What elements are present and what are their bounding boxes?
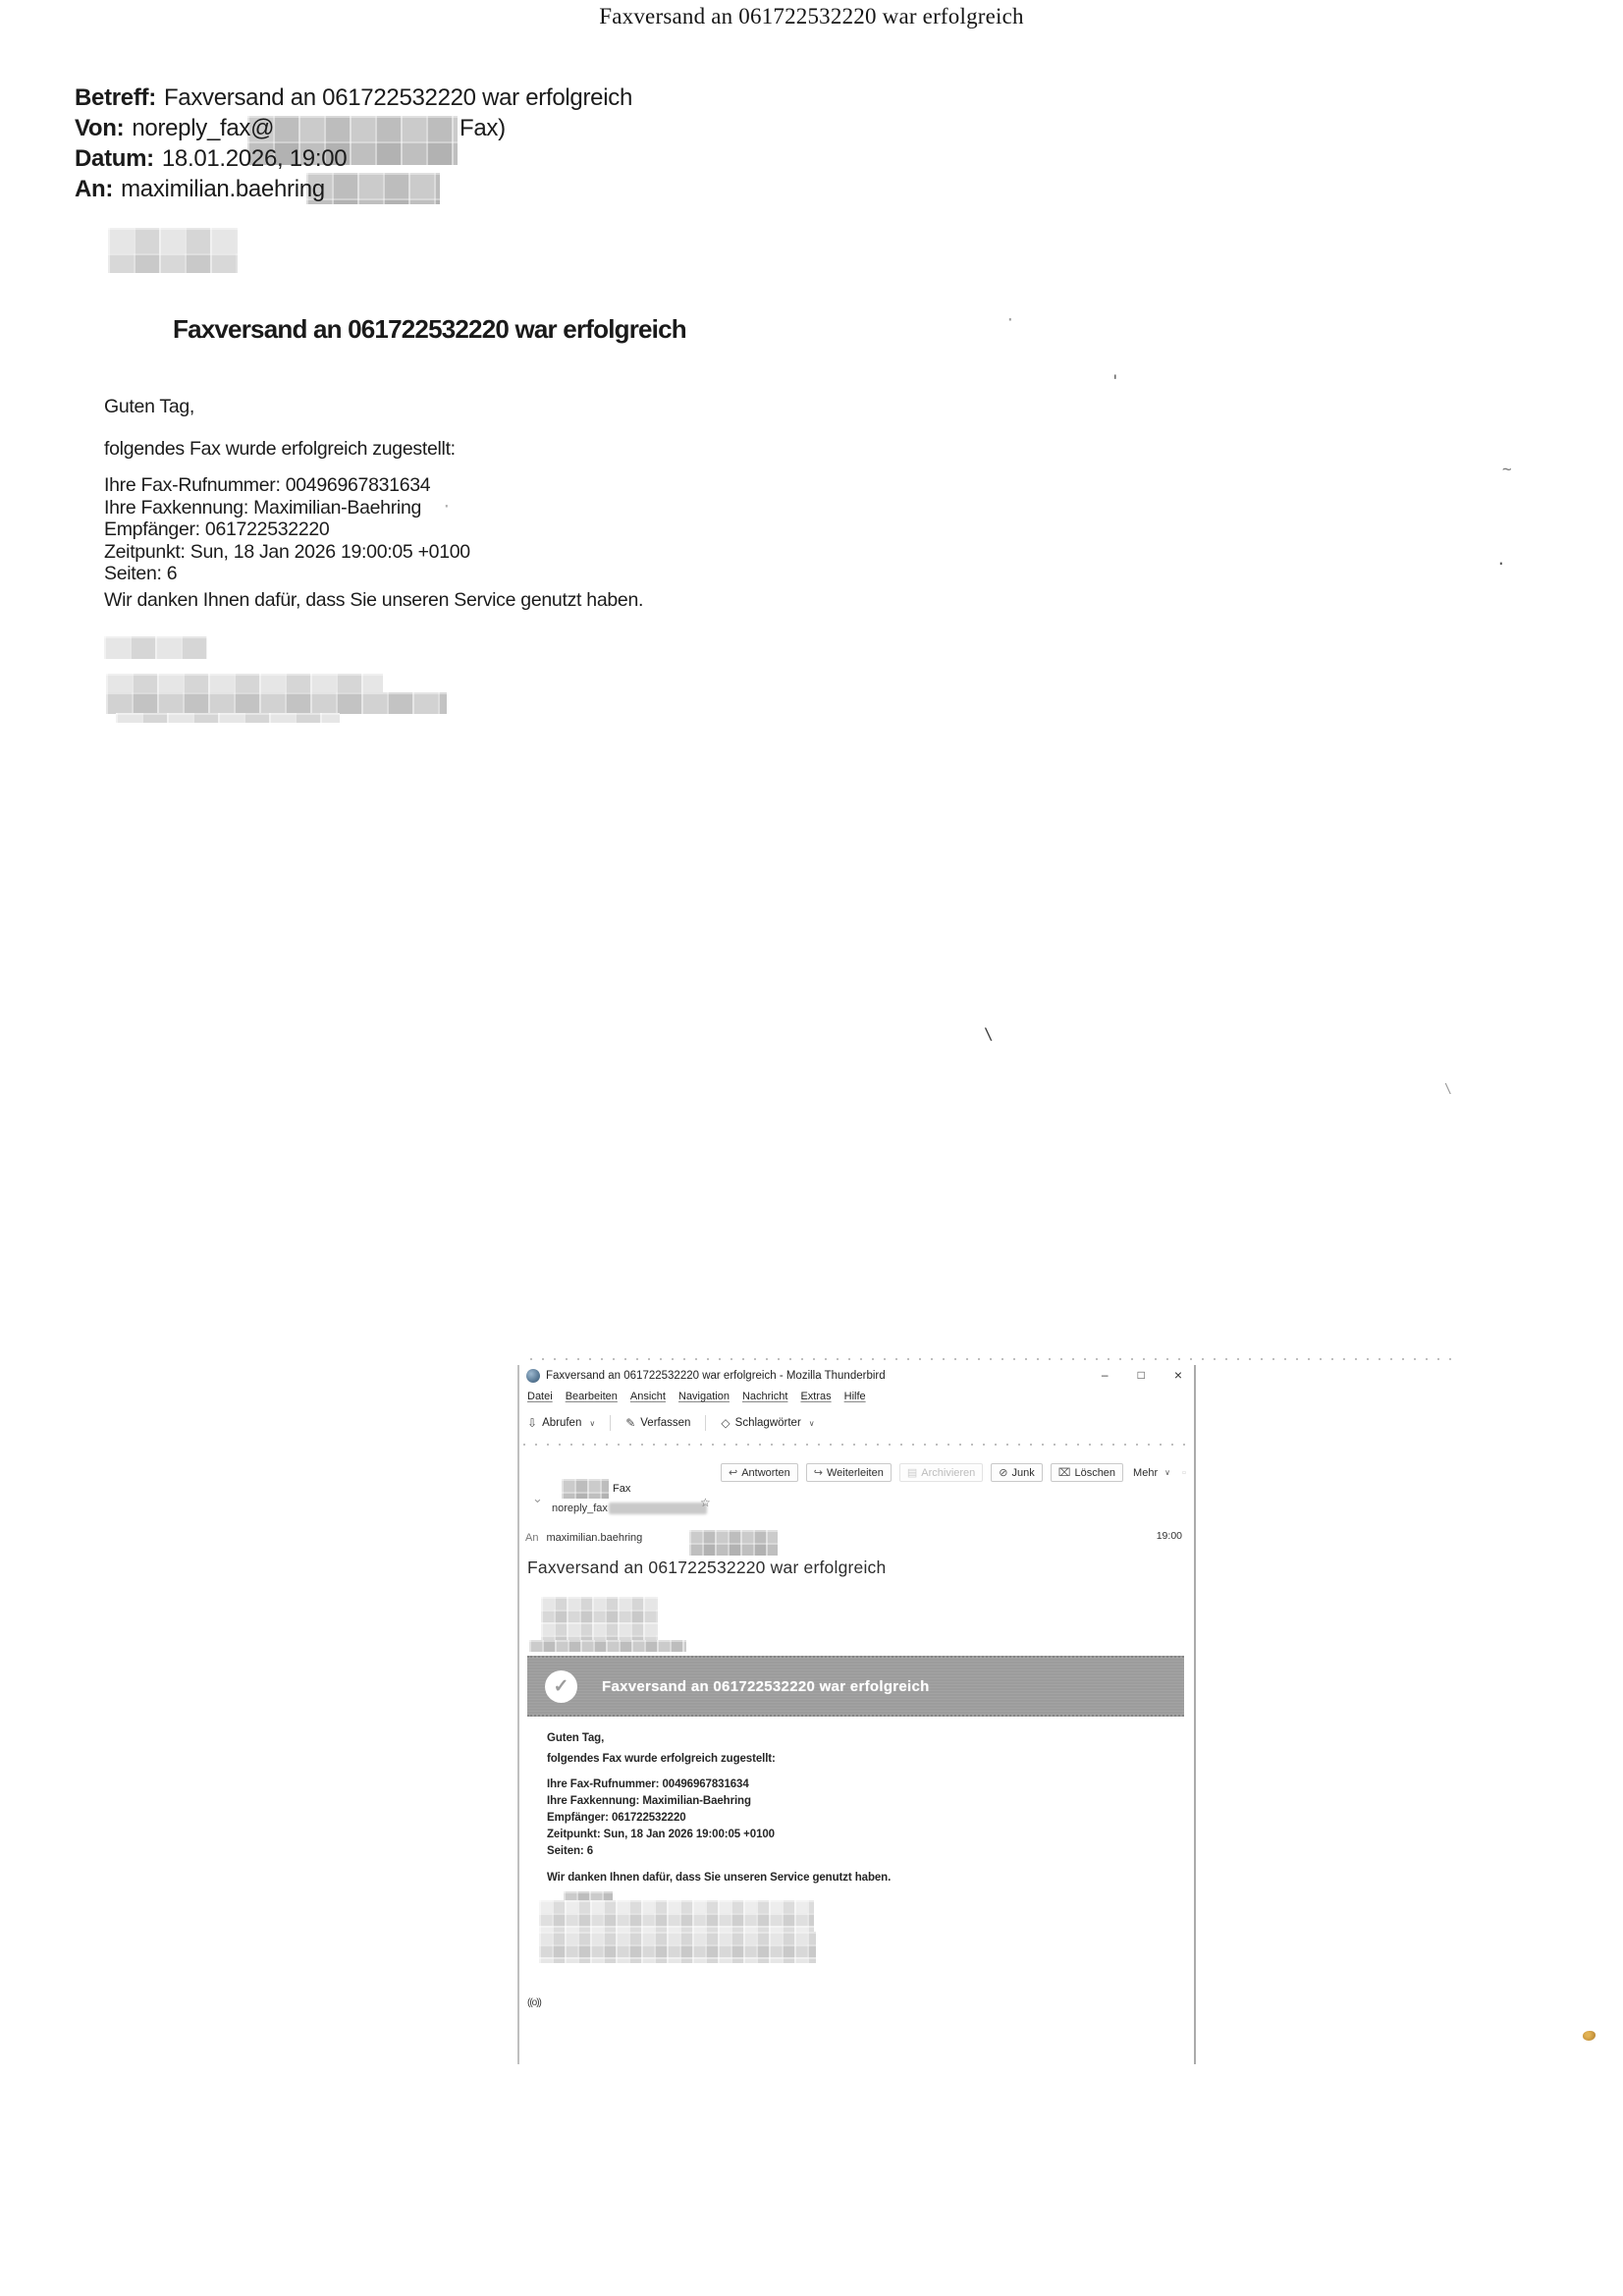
redaction-to-address <box>689 1530 778 1556</box>
print-fax-details <box>104 474 470 585</box>
redaction-block-4c <box>116 713 340 723</box>
redaction-signature-c <box>539 1932 816 1963</box>
datum-label: Datum: <box>75 145 154 172</box>
body-greeting: Guten Tag, <box>547 1732 605 1744</box>
redaction-block-4b <box>106 692 447 714</box>
menu-datei[interactable]: Datei <box>527 1391 553 1402</box>
get-mail-label: Abrufen <box>542 1417 582 1429</box>
junk-icon: ⊘ <box>999 1467 1008 1479</box>
scan-speck-apostrophe: ' <box>1110 371 1120 390</box>
print-betreff-line <box>75 84 632 112</box>
body-detail-rufnummer: Ihre Fax-Rufnummer: 00496967831634 <box>547 1778 749 1790</box>
from-email-prefix: noreply_fax <box>552 1503 608 1514</box>
tags-label: Schlagwörter <box>734 1417 801 1429</box>
menu-bearbeiten[interactable]: Bearbeiten <box>565 1391 618 1402</box>
print-detail-seiten: Seiten: 6 <box>104 563 178 584</box>
body-detail-seiten: Seiten: 6 <box>547 1845 594 1857</box>
compose-button[interactable] <box>625 1416 690 1430</box>
redaction-block-2 <box>108 228 238 273</box>
body-detail-empfaenger: Empfänger: 061722532220 <box>547 1812 686 1824</box>
tags-button[interactable] <box>721 1416 814 1430</box>
junk-button[interactable] <box>991 1463 1042 1482</box>
redaction-from-name <box>562 1479 609 1499</box>
menu-nachricht[interactable]: Nachricht <box>741 1391 788 1402</box>
forward-button[interactable] <box>806 1463 892 1482</box>
print-thanks: Wir danken Ihnen dafür, dass Sie unseren Service genutzt haben. <box>104 589 644 611</box>
more-label: Mehr <box>1133 1466 1159 1479</box>
scan-speck-orange <box>1583 2031 1596 2041</box>
junk-label: Junk <box>1011 1466 1035 1479</box>
overflow-icon[interactable]: ▫ <box>1181 1466 1186 1479</box>
message-actions <box>721 1463 1188 1482</box>
delete-icon: ⌧ <box>1057 1467 1071 1479</box>
from-email <box>552 1503 707 1514</box>
window-controls <box>1102 1367 1182 1383</box>
redaction-signature-b <box>539 1900 814 1932</box>
scan-noise-row <box>530 1358 1453 1360</box>
reply-label: Antworten <box>741 1466 790 1479</box>
more-button[interactable] <box>1131 1463 1172 1482</box>
check-icon: ✓ <box>545 1670 577 1703</box>
redaction-signature-a <box>564 1891 613 1900</box>
message-subject: Faxversand an 061722532220 war erfolgreich <box>527 1558 887 1577</box>
to-label: An <box>525 1532 539 1544</box>
print-von-line <box>75 115 274 142</box>
get-mail-button[interactable] <box>527 1416 595 1430</box>
delete-button[interactable] <box>1051 1463 1123 1482</box>
print-detail-faxkennung: Ihre Faxkennung: Maximilian-Baehring <box>104 496 422 519</box>
maximize-button[interactable]: □ <box>1137 1368 1145 1382</box>
message-time: 19:00 <box>1156 1530 1182 1542</box>
print-greeting: Guten Tag, <box>104 396 195 417</box>
print-datum-line <box>75 145 347 173</box>
scan-speck-backslash: \ <box>984 1024 994 1043</box>
redaction-logo-strip <box>529 1640 686 1652</box>
to-row <box>525 1532 642 1544</box>
print-von-suffix: Fax) <box>460 115 506 141</box>
chevron-down-icon: ∨ <box>1164 1468 1170 1477</box>
menu-ansicht[interactable]: Ansicht <box>629 1391 666 1402</box>
to-value: maximilian.baehring <box>546 1532 643 1544</box>
body-intro: folgendes Fax wurde erfolgreich zugestellt: <box>547 1753 776 1765</box>
print-detail-empfaenger: Empfänger: 061722532220 <box>104 519 330 540</box>
redaction-logo <box>541 1597 658 1640</box>
forward-label: Weiterleiten <box>826 1466 884 1479</box>
toolbar-separator-2 <box>705 1415 706 1431</box>
toolbar-separator-line <box>523 1444 1187 1446</box>
datum-value: 18.01.2026, 19:00 <box>161 145 348 172</box>
from-name: Fax <box>613 1483 631 1495</box>
thunderbird-logo-icon <box>526 1369 540 1383</box>
von-value-prefix: noreply_fax@ <box>132 115 275 141</box>
message-body <box>547 1732 891 1884</box>
reply-icon: ↩ <box>729 1467 738 1479</box>
an-value: maximilian.baehring <box>121 176 325 202</box>
tag-icon: ◇ <box>721 1416 730 1430</box>
scan-speck-dot-2: · <box>442 497 452 516</box>
banner-text: Faxversand an 061722532220 war erfolgreich <box>602 1677 930 1695</box>
redaction-from-email <box>609 1503 707 1514</box>
betreff-label: Betreff: <box>75 84 156 111</box>
star-icon[interactable]: ☆ <box>700 1496 711 1509</box>
body-detail-zeitpunkt: Zeitpunkt: Sun, 18 Jan 2026 19:00:05 +0100 <box>547 1829 775 1840</box>
scan-speck-dot-3: · <box>1005 310 1015 329</box>
archive-button[interactable] <box>899 1463 983 1482</box>
redaction-block-3 <box>104 636 207 659</box>
redaction-block-4a <box>106 674 383 693</box>
menubar <box>527 1391 866 1402</box>
broadcast-icon[interactable]: ((o)) <box>527 1997 541 2008</box>
betreff-value: Faxversand an 061722532220 war erfolgreich <box>163 84 632 111</box>
menu-navigation[interactable]: Navigation <box>677 1391 730 1402</box>
chevron-down-icon[interactable]: ∨ <box>589 1418 596 1428</box>
scan-speck-backslash-2: \ <box>1444 1082 1452 1097</box>
toolbar-separator <box>610 1415 611 1431</box>
von-label: Von: <box>75 115 125 141</box>
page-header: Faxversand an 061722532220 war erfolgreich <box>599 4 1024 28</box>
forward-icon: ↪ <box>813 1467 823 1479</box>
mail-toolbar <box>527 1412 815 1434</box>
body-detail-faxkennung: Ihre Faxkennung: Maximilian-Baehring <box>547 1795 751 1807</box>
success-banner <box>527 1656 1184 1717</box>
redaction-block-an <box>306 173 440 204</box>
collapse-thread-icon[interactable]: ⌄ <box>532 1491 543 1505</box>
an-label: An: <box>75 176 114 202</box>
scan-speck-tilde: ~ <box>1502 460 1512 478</box>
scan-speck-dot: . <box>1496 550 1506 569</box>
reply-button[interactable] <box>721 1463 798 1482</box>
close-button[interactable]: × <box>1173 1367 1182 1383</box>
minimize-button[interactable]: – <box>1101 1368 1109 1382</box>
menu-extras[interactable]: Extras <box>800 1391 832 1402</box>
chevron-down-icon[interactable]: ∨ <box>808 1418 815 1428</box>
get-mail-icon: ⇩ <box>527 1416 538 1430</box>
print-detail-zeitpunkt: Zeitpunkt: Sun, 18 Jan 2026 19:00:05 +0100 <box>104 540 470 563</box>
print-message-title: Faxversand an 061722532220 war erfolgreich <box>173 314 686 344</box>
menu-hilfe[interactable]: Hilfe <box>843 1391 866 1402</box>
compose-label: Verfassen <box>640 1417 691 1429</box>
body-thanks: Wir danken Ihnen dafür, dass Sie unseren Service genutzt haben. <box>547 1872 892 1884</box>
archive-label: Archivieren <box>921 1466 976 1479</box>
archive-icon: ▤ <box>906 1467 918 1479</box>
print-detail-rufnummer: Ihre Fax-Rufnummer: 00496967831634 <box>104 474 431 496</box>
titlebar[interactable] <box>519 1367 1194 1387</box>
delete-label: Löschen <box>1074 1466 1116 1479</box>
print-intro: folgendes Fax wurde erfolgreich zugestellt: <box>104 438 456 460</box>
window-title: Faxversand an 061722532220 war erfolgreich - Mozilla Thunderbird <box>546 1370 886 1382</box>
print-an-line <box>75 176 325 203</box>
compose-icon: ✎ <box>625 1416 636 1430</box>
thunderbird-window <box>517 1365 1196 2064</box>
